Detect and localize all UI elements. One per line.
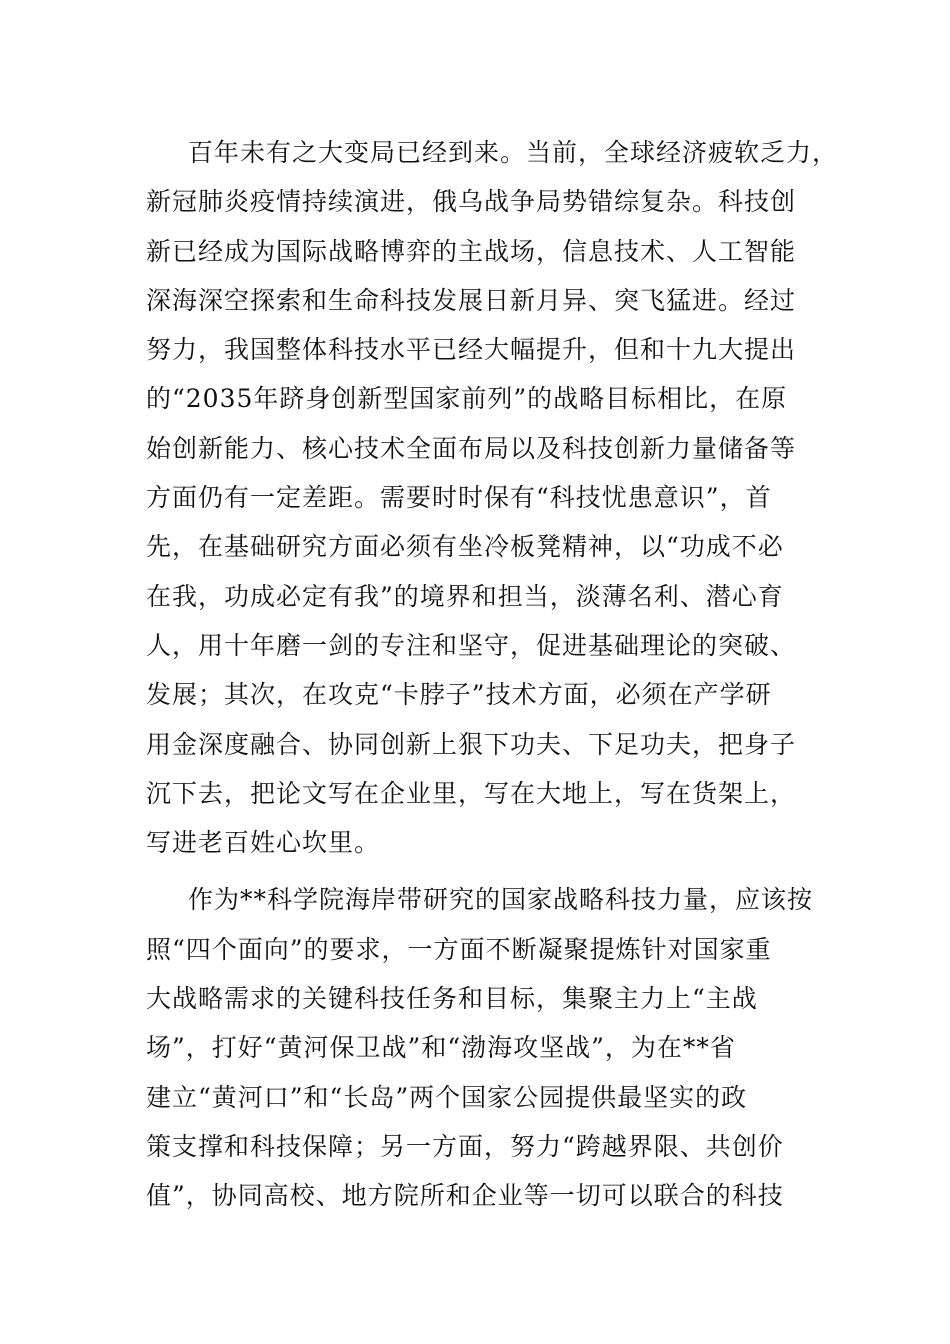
text-line: 建立“黄河口”和“长岛”两个国家公园提供最坚实的政: [146, 1082, 748, 1112]
text-line: 照“四个面向”的要求，一方面不断凝聚提炼针对国家重: [146, 934, 772, 964]
text-line: 新冠肺炎疫情持续演进，俄乌战争局势错综复杂。科技创: [146, 187, 797, 217]
text-line: 大战略需求的关键科技任务和目标，集聚主力上“主战: [146, 984, 758, 1014]
text-line: 发展；其次，在攻克“卡脖子”技术方面，必须在产学研: [146, 680, 772, 710]
text-line: 方面仍有一定差距。需要时时保有“科技忧患意识”，首: [146, 483, 772, 513]
paragraph-2: [146, 875, 836, 1220]
text-line: 沉下去，把论文写在企业里，写在大地上，写在货架上，: [146, 778, 797, 808]
text-line: 深海深空探索和生命科技发展日新月异、突飞猛进。经过: [146, 285, 797, 315]
text-line: 努力，我国整体科技水平已经大幅提升，但和十九大提出: [146, 335, 797, 365]
text-line: 新已经成为国际战略博弈的主战场，信息技术、人工智能: [146, 236, 797, 266]
text-line: 百年未有之大变局已经到来。当前，全球经济疲软乏力，: [188, 138, 839, 167]
text-line: 值”，协同高校、地方院所和企业等一切可以联合的科技: [146, 1181, 784, 1211]
text-line: 写进老百姓心坎里。: [146, 828, 381, 858]
text-line: 作为**科学院海岸带研究的国家战略科技力量，应该按: [188, 885, 814, 915]
text-line: 先，在基础研究方面必须有坐冷板凳精神，以“功成不必: [146, 532, 784, 562]
document-body: [146, 128, 839, 1221]
paragraph-spacer: [146, 867, 836, 875]
text-line: 的“2035年跻身创新型国家前列”的战略目标相比，在原: [146, 384, 788, 414]
text-line: 人，用十年磨一剑的专注和坚守，促进基础理论的突破、: [146, 630, 797, 660]
paragraph-1: [146, 128, 839, 867]
text-line: 用金深度融合、协同创新上狠下功夫、下足功夫，把身子: [146, 729, 797, 759]
text-line: 场”，打好“黄河保卫战”和“渤海攻坚战”，为在**省: [146, 1033, 736, 1063]
text-line: 策支撑和科技保障；另一方面，努力“跨越界限、共创价: [146, 1131, 784, 1161]
text-line: 在我，功成必定有我”的境界和担当，淡薄名利、潜心育: [146, 581, 784, 611]
text-line: 始创新能力、核心技术全面布局以及科技创新力量储备等: [146, 433, 797, 463]
